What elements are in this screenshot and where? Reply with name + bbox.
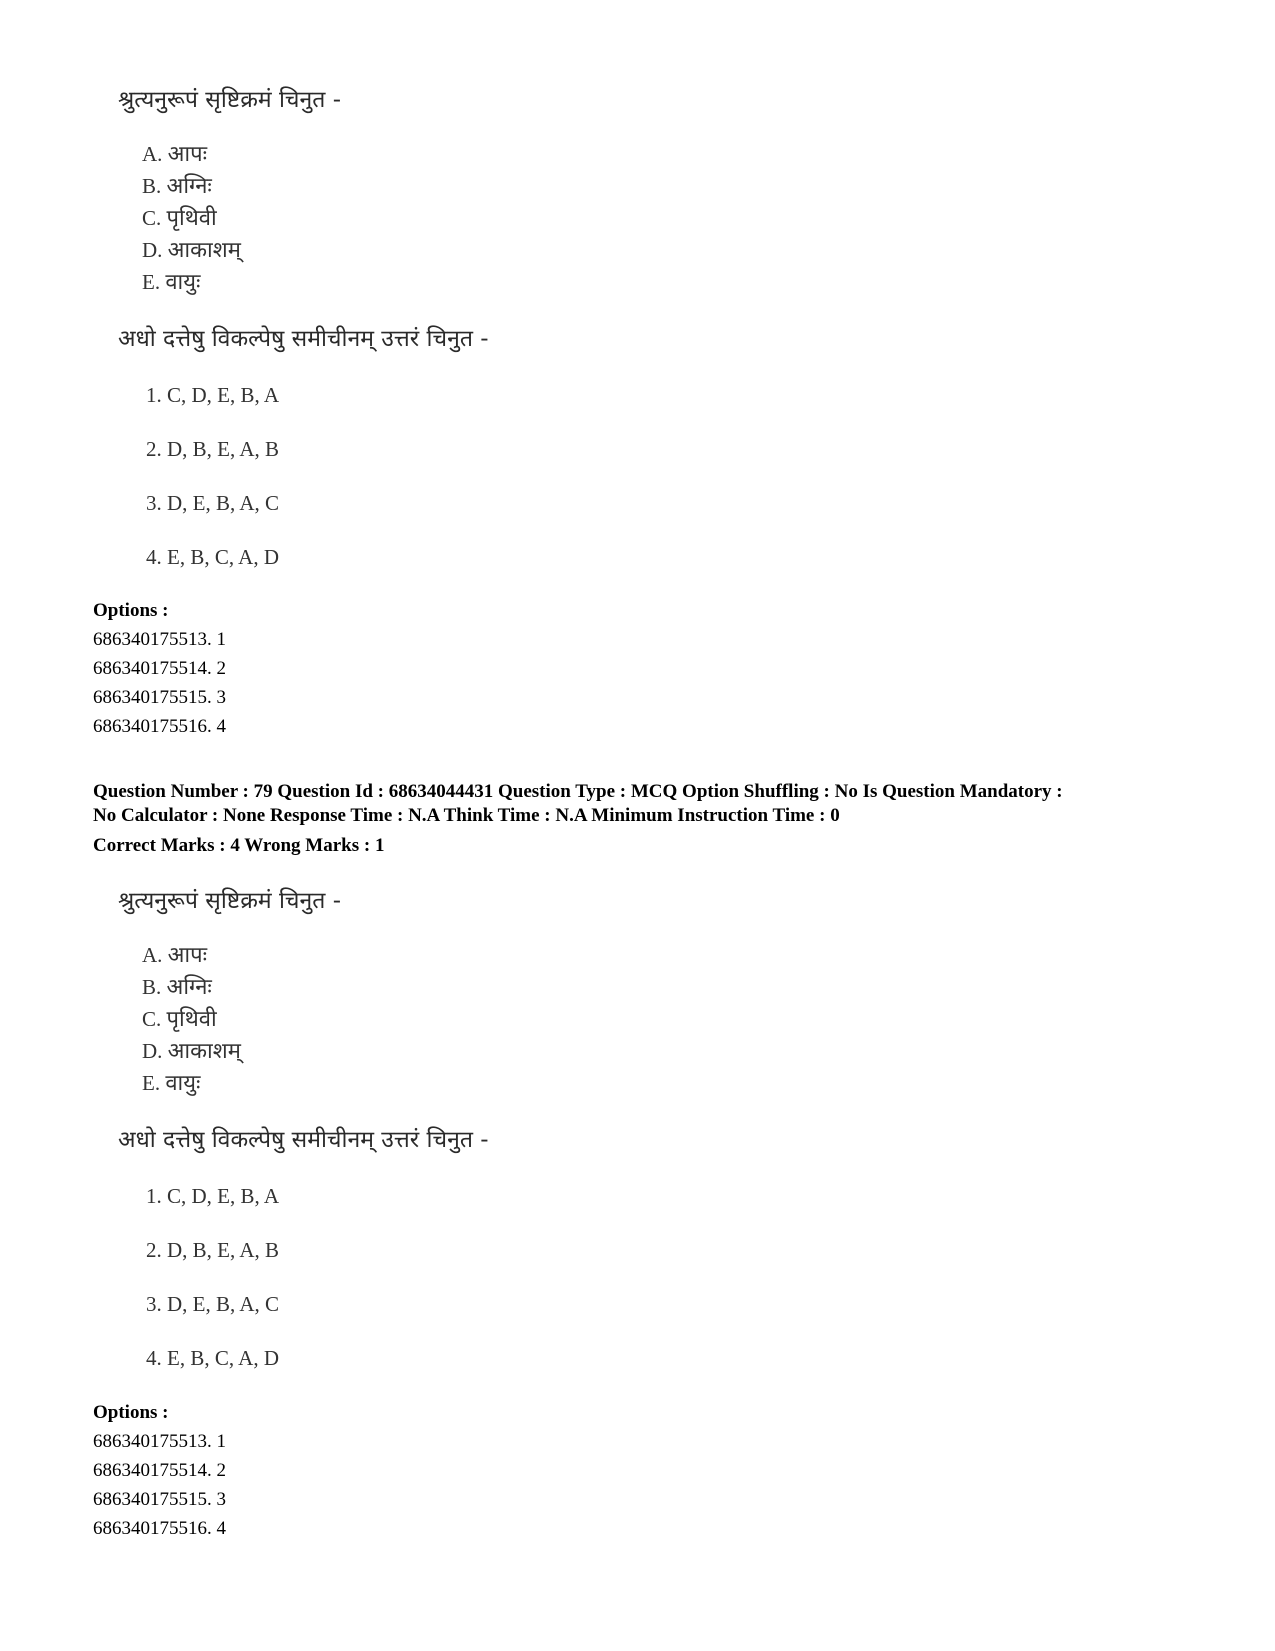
option-line: 686340175516. 4 [93,716,226,737]
statement-item [142,1041,241,1063]
option-line: 686340175515. 3 [93,687,226,708]
statement-item [142,176,212,198]
statement-text: पृथिवी [166,1007,217,1032]
statement-letter: D. [142,238,163,262]
answer-choice: 1. C, D, E, B, A [146,1184,280,1208]
answer-choice: 3. D, E, B, A, C [146,1292,280,1316]
statement-item [142,208,217,230]
question-prompt: श्रुत्यनुरूपं सृष्टिक्रमं चिनुत - [118,888,342,914]
statement-letter: D. [142,1039,163,1063]
option-line: 686340175515. 3 [93,1489,226,1510]
options-label: Options : [93,600,169,621]
statement-text: अग्निः [166,174,212,199]
statement-text: आपः [167,943,208,968]
statement-text: पृथिवी [166,206,217,231]
statement-item [142,240,241,262]
question-prompt: श्रुत्यनुरूपं सृष्टिक्रमं चिनुत - [118,87,342,113]
statement-letter: B. [142,975,162,999]
statement-item [142,144,207,166]
statement-item [142,977,212,999]
statement-item [142,1009,217,1031]
statement-letter: E. [142,270,161,294]
option-line: 686340175513. 1 [93,1431,226,1452]
answer-choice: 2. D, B, E, A, B [146,1238,280,1262]
statement-text: अग्निः [166,975,212,1000]
statement-text: आपः [167,142,208,167]
question-instruction: अधो दत्तेषु विकल्पेषु समीचीनम् उत्तरं चिनुत - [118,1127,489,1153]
statement-text: आकाशम् [167,238,241,263]
answer-choice: 3. D, E, B, A, C [146,491,280,515]
options-label: Options : [93,1402,169,1423]
answer-choice: 1. C, D, E, B, A [146,383,280,407]
statement-letter: A. [142,142,163,166]
statement-item [142,945,207,967]
option-line: 686340175513. 1 [93,629,226,650]
statement-text: वायुः [165,270,201,295]
option-line: 686340175516. 4 [93,1518,226,1539]
statement-text: वायुः [165,1071,201,1096]
statement-letter: B. [142,174,162,198]
statement-letter: E. [142,1071,161,1095]
statement-letter: A. [142,943,163,967]
question-marks: Correct Marks : 4 Wrong Marks : 1 [93,835,385,856]
option-line: 686340175514. 2 [93,1460,226,1481]
statement-text: आकाशम् [167,1039,241,1064]
question-meta-line: No Calculator : None Response Time : N.A Think Time : N.A Minimum Instruction Time : 0 [93,805,840,826]
statement-letter: C. [142,206,162,230]
option-line: 686340175514. 2 [93,658,226,679]
question-meta-line: Question Number : 79 Question Id : 68634044431 Question Type : MCQ Option Shuffling : No Is Question Mandatory : [93,781,1063,802]
statement-letter: C. [142,1007,162,1031]
statement-item [142,1073,200,1095]
answer-choice: 4. E, B, C, A, D [146,1346,280,1370]
answer-choice: 4. E, B, C, A, D [146,545,280,569]
question-instruction: अधो दत्तेषु विकल्पेषु समीचीनम् उत्तरं चिनुत - [118,326,489,352]
statement-item [142,272,200,294]
answer-choice: 2. D, B, E, A, B [146,437,280,461]
